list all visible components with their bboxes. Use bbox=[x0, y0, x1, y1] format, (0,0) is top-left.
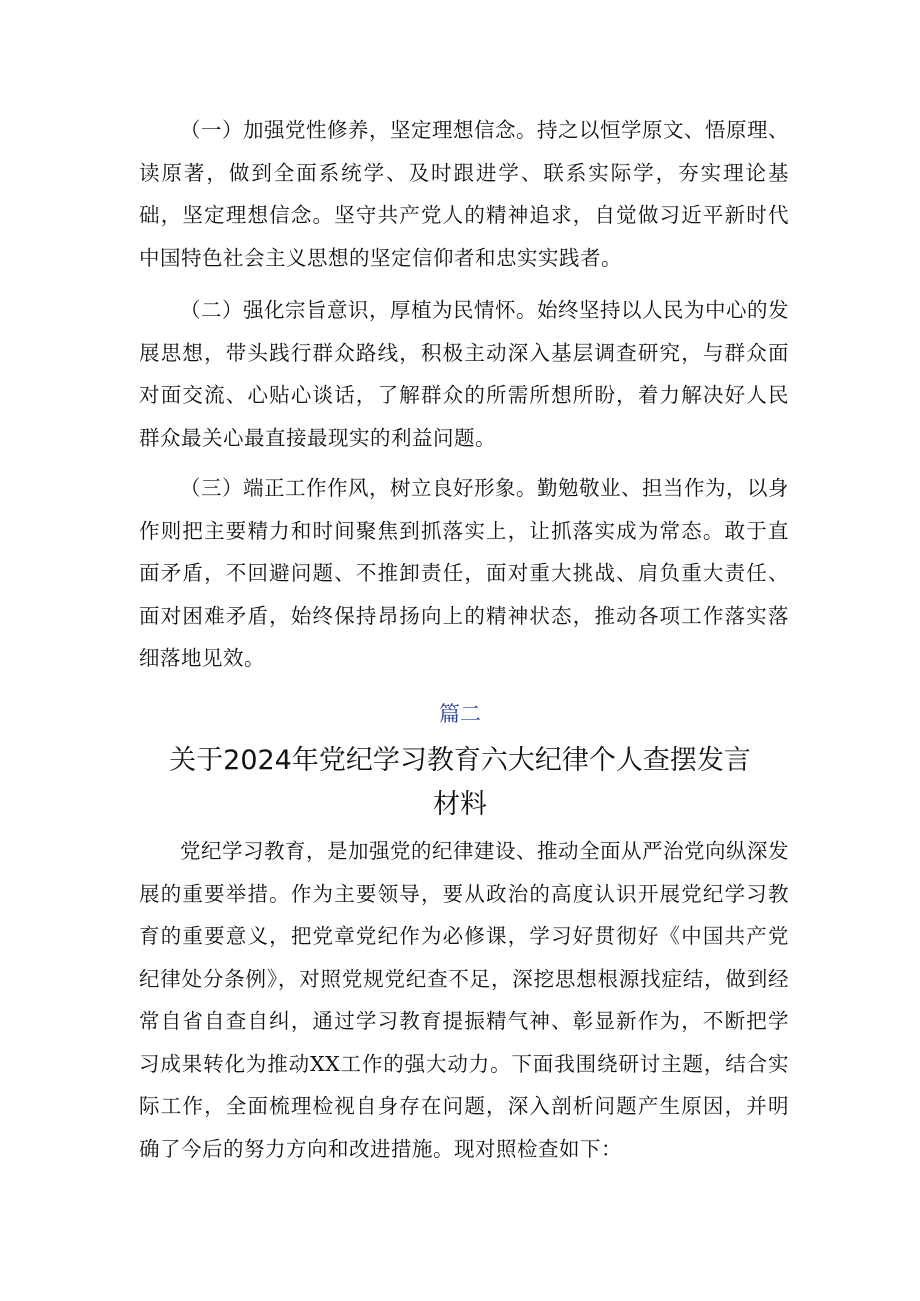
paragraph-strengthen-party-spirit: （一）加强党性修养，坚定理想信念。持之以恒学原文、悟原理、读原著，做到全面系统学、及时跟进学、联系实际学，夯实理论基础，坚定理想信念。坚守共产党人的精神追求，自觉做习近平新时代中国特色社会主义思想的坚定信仰者和忠实实践者。 bbox=[139, 118, 789, 270]
document-title: 关于2024年党纪学习教育六大纪律个人查摆发言材料 bbox=[169, 745, 751, 820]
paragraph-purpose-awareness: （二）强化宗旨意识，厚植为民情怀。始终坚持以人民为中心的发展思想，带头践行群众路线，积极主动深入基层调查研究，与群众面对面交流、心贴心谈话，了解群众的所需所想所盼，着力解决好人民群众最关心最直接最现实的利益问题。 bbox=[139, 298, 789, 450]
paragraph-intro: 党纪学习教育，是加强党的纪律建设、推动全面从严治党向纵深发展的重要举措。作为主要领导，要从政治的高度认识开展党纪学习教育的重要意义，把党章党纪作为必修课，学习好贯彻好《中国共产党纪律处分条例》，对照党规党纪查不足，深挖思想根源找症结，做到经常自省自查自纠，通过学习教育提振精气神、彰显新作为，不断把学习成果转化为推动XX工作的强大动力。下面我围绕研讨主题，结合实际工作，全面梳理检视自身存在问题，深入剖析问题产生原因，并明确了今后的努力方向和改进措施。现对照检查如下： bbox=[139, 839, 789, 1161]
paragraph-work-style: （三）端正工作作风，树立良好形象。勤勉敬业、担当作为，以身作则把主要精力和时间聚焦到抓落实上，让抓落实成为常态。敢于直面矛盾，不回避问题、不推卸责任，面对重大挑战、肩负重大责任、面对困难矛盾，始终保持昂扬向上的精神状态，推动各项工作落实落细落地见效。 bbox=[139, 476, 789, 670]
section-label: 篇二 bbox=[439, 702, 481, 726]
